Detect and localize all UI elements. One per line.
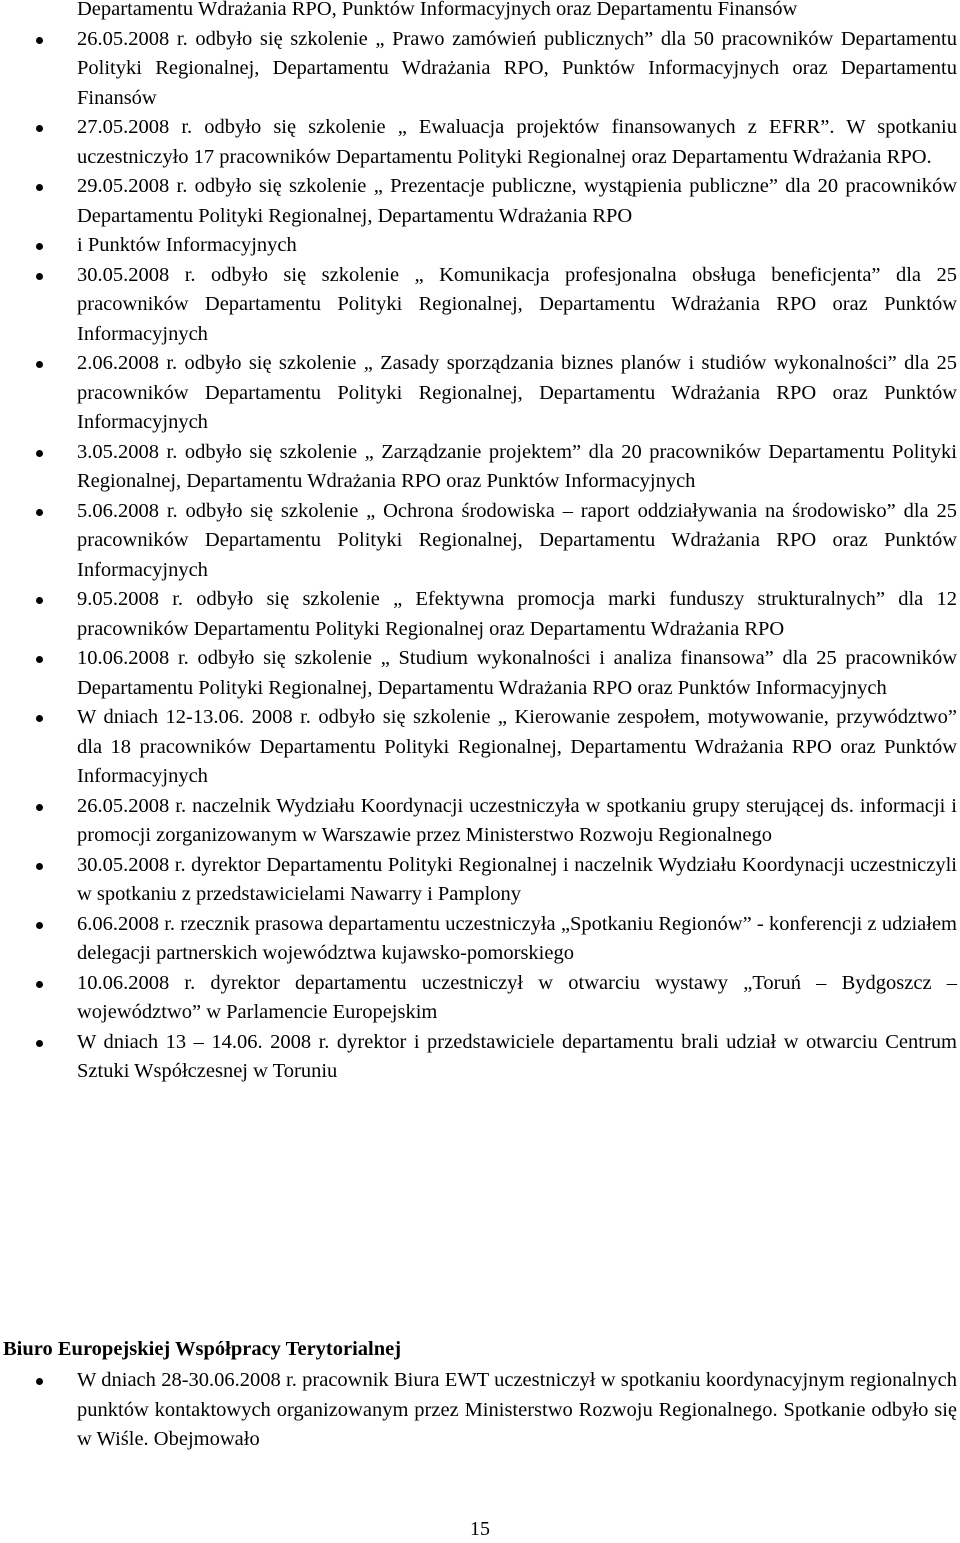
- list-item: 2.06.2008 r. odbyło się szkolenie „ Zasady sporządzania biznes planów i studiów wykonalności” dla 25 pracowników Departamentu Polityki Regionalnej, Departamentu Wdrażania RPO oraz Punktów Informacyjnych: [0, 349, 960, 438]
- section-heading: Biuro Europejskiej Współpracy Terytorialnej: [3, 1338, 402, 1360]
- list-item: 5.06.2008 r. odbyło się szkolenie „ Ochrona środowiska – raport oddziaływania na środowisko” dla 25 pracowników Departamentu Polityki Regionalnej, Departamentu Wdrażania RPO oraz Punktów Informacyjnych: [0, 497, 960, 586]
- list-item: 30.05.2008 r. dyrektor Departamentu Polityki Regionalnej i naczelnik Wydziału Koordynacji uczestniczyli w spotkaniu z przedstawicielami Nawarry i Pamplony: [0, 851, 960, 910]
- list-item: 10.06.2008 r. odbyło się szkolenie „ Studium wykonalności i analiza finansowa” dla 25 pracowników Departamentu Polityki Regionalnej, Departamentu Wdrażania RPO oraz Punktów Informacyjnych: [0, 644, 960, 703]
- list-item: 26.05.2008 r. odbyło się szkolenie „ Prawo zamówień publicznych” dla 50 pracowników Departamentu Polityki Regionalnej, Departamentu Wdrażania RPO, Punktów Informacyjnych oraz Departamentu Finansów: [0, 25, 960, 114]
- ewt-activity-list: [0, 1366, 960, 1455]
- list-item: 30.05.2008 r. odbyło się szkolenie „ Komunikacja profesjonalna obsługa beneficjenta” dla 25 pracowników Departamentu Polityki Regionalnej, Departamentu Wdrażania RPO oraz Punktów Informacyjnych: [0, 261, 960, 350]
- list-item: 29.05.2008 r. odbyło się szkolenie „ Prezentacje publiczne, wystąpienia publiczne” dla 20 pracowników Departamentu Polityki Regionalnej, Departamentu Wdrażania RPO: [0, 172, 960, 231]
- list-item: 10.06.2008 r. dyrektor departamentu uczestniczył w otwarciu wystawy „Toruń – Bydgoszcz – województwo” w Parlamencie Europejskim: [0, 969, 960, 1028]
- list-item: i Punktów Informacyjnych: [0, 231, 960, 261]
- list-item: 26.05.2008 r. naczelnik Wydziału Koordynacji uczestniczyła w spotkaniu grupy sterującej ds. informacji i promocji zorganizowanym w Warszawie przez Ministerstwo Rozwoju Regionalnego: [0, 792, 960, 851]
- list-item: 3.05.2008 r. odbyło się szkolenie „ Zarządzanie projektem” dla 20 pracowników Departamentu Polityki Regionalnej, Departamentu Wdrażania RPO oraz Punktów Informacyjnych: [0, 438, 960, 497]
- list-item: 9.05.2008 r. odbyło się szkolenie „ Efektywna promocja marki funduszy strukturalnych” dla 12 pracowników Departamentu Polityki Regionalnej oraz Departamentu Wdrażania RPO: [0, 585, 960, 644]
- list-item: W dniach 12-13.06. 2008 r. odbyło się szkolenie „ Kierowanie zespołem, motywowanie, przywództwo” dla 18 pracowników Departamentu Polityki Regionalnej, Departamentu Wdrażania RPO oraz Punktów Informacyjnych: [0, 703, 960, 792]
- list-item: 27.05.2008 r. odbyło się szkolenie „ Ewaluacja projektów finansowanych z EFRR”. W spotkaniu uczestniczyło 17 pracowników Departamentu Polityki Regionalnej oraz Departamentu Wdrażania RPO.: [0, 113, 960, 172]
- list-item-continued: Departamentu Wdrażania RPO, Punktów Informacyjnych oraz Departamentu Finansów: [77, 0, 798, 20]
- list-item: 6.06.2008 r. rzecznik prasowa departamentu uczestniczyła „Spotkaniu Regionów” - konferencji z udziałem delegacji partnerskich województwa kujawsko-pomorskiego: [0, 910, 960, 969]
- list-item: W dniach 28-30.06.2008 r. pracownik Biura EWT uczestniczył w spotkaniu koordynacyjnym regionalnych punktów kontaktowych organizowanym przez Ministerstwo Rozwoju Regionalnego. Spotkanie odbyło się w Wiśle. Obejmowało: [0, 1366, 960, 1455]
- page-number: 15: [470, 1518, 490, 1540]
- list-item: W dniach 13 – 14.06. 2008 r. dyrektor i przedstawiciele departamentu brali udział w otwarciu Centrum Sztuki Współczesnej w Toruniu: [0, 1028, 960, 1087]
